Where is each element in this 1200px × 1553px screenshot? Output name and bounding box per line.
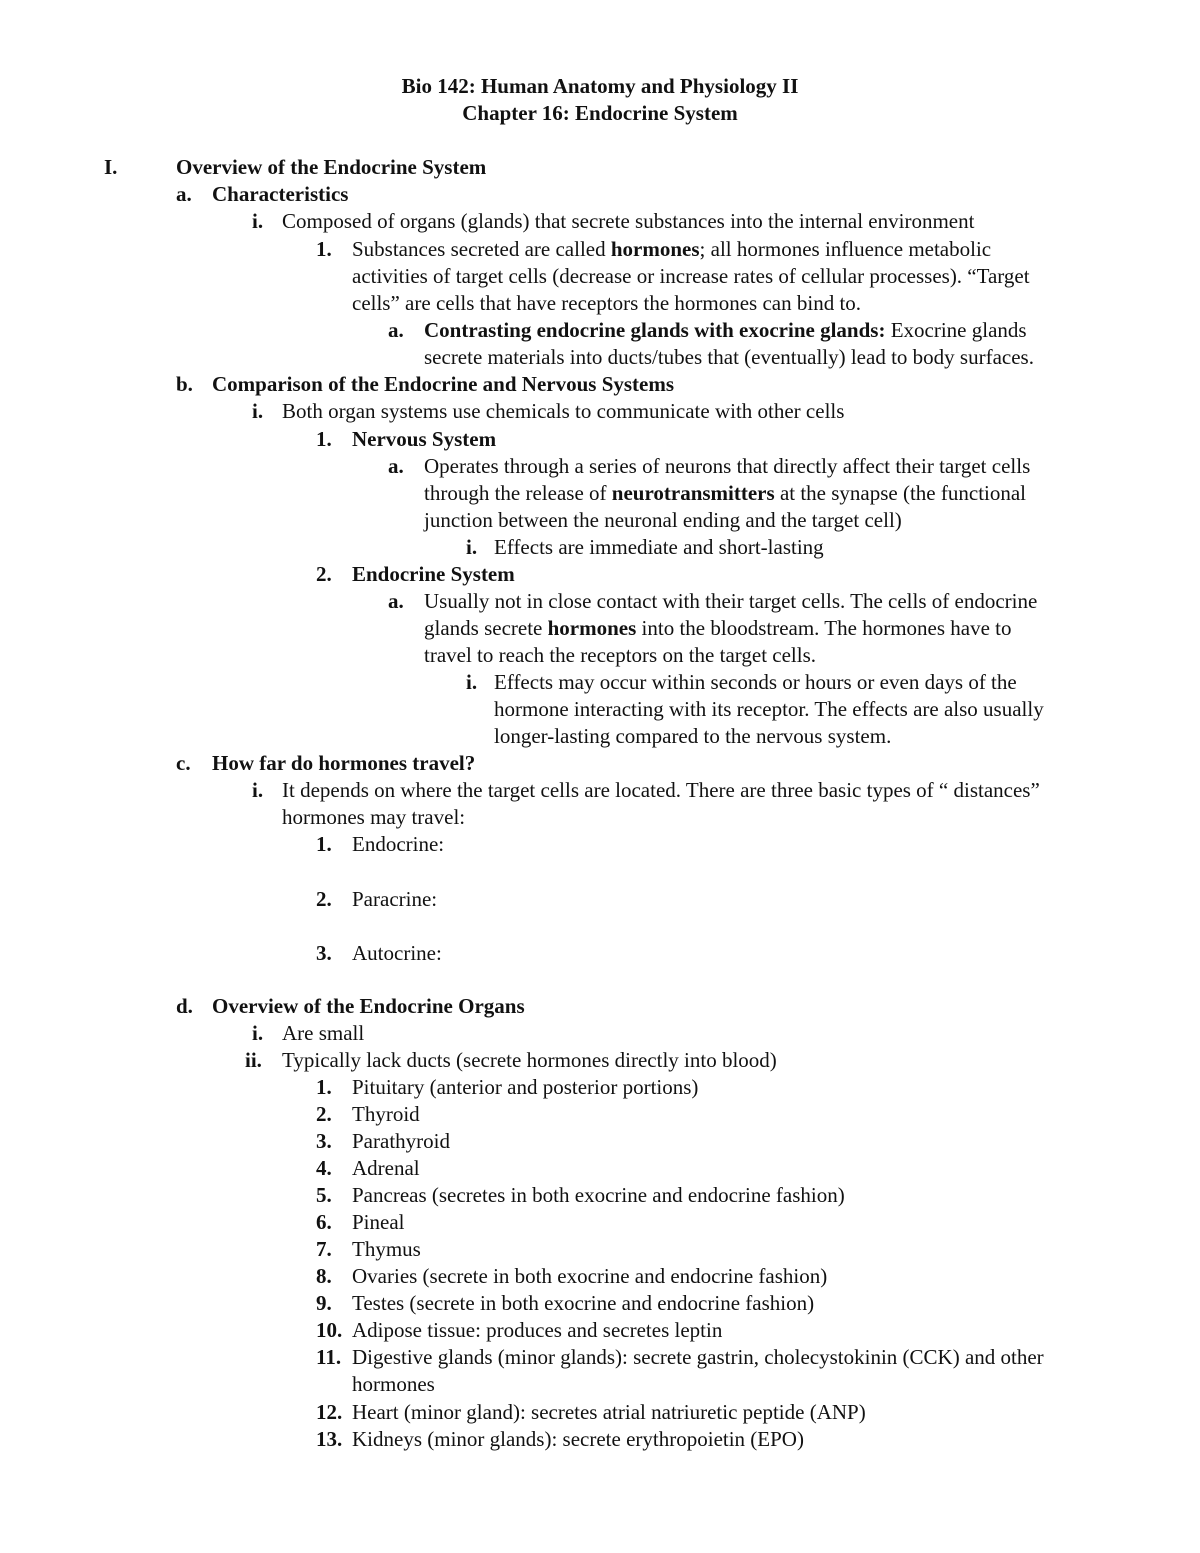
outline-label: i. xyxy=(252,209,264,233)
chapter-title: Chapter 16: Endocrine System xyxy=(462,101,738,125)
list-item-text: Adrenal xyxy=(352,1156,420,1180)
outline-label: a. xyxy=(388,454,404,478)
list-item-text: hormones xyxy=(352,1372,435,1396)
list-item-text: Typically lack ducts (secrete hormones directly into blood) xyxy=(282,1048,777,1072)
list-item-text: Parathyroid xyxy=(352,1129,450,1153)
outline-label: d. xyxy=(176,994,193,1018)
outline-label: 2. xyxy=(316,887,332,911)
list-item-text: Testes (secrete in both exocrine and endocrine fashion) xyxy=(352,1291,815,1315)
list-item-text: hormones may travel: xyxy=(282,805,466,829)
list-item-text: Pineal xyxy=(352,1210,405,1234)
outline-label: 9. xyxy=(316,1291,332,1315)
term-hormones: hormones xyxy=(547,616,637,640)
list-item-text: Are small xyxy=(282,1021,365,1045)
outline-label: ii. xyxy=(245,1048,262,1072)
list-item-text: It depends on where the target cells are located. There are three basic types of “ distances” xyxy=(282,778,1040,802)
outline-label: i. xyxy=(466,670,478,694)
outline-label: 8. xyxy=(316,1264,332,1288)
outline-label: i. xyxy=(466,535,478,559)
subsection-heading: Endocrine System xyxy=(352,562,515,586)
outline-label: b. xyxy=(176,372,193,396)
list-item-text: secrete materials into ducts/tubes that (eventually) lead to body surfaces. xyxy=(424,345,1034,369)
list-item-text: through the release of neurotransmitters at the synapse (the functional xyxy=(424,481,1027,505)
term-hormones: hormones xyxy=(610,237,700,261)
list-item-text: cells” are cells that have receptors the hormones can bind to. xyxy=(352,291,862,315)
term-neurotransmitters: neurotransmitters xyxy=(611,481,775,505)
subsection-heading: Characteristics xyxy=(212,182,349,206)
outline-label: 3. xyxy=(316,1129,332,1153)
list-item-text: Both organ systems use chemicals to communicate with other cells xyxy=(282,399,845,423)
outline-label: 6. xyxy=(316,1210,332,1234)
course-title: Bio 142: Human Anatomy and Physiology II xyxy=(401,74,799,98)
outline-label: 3. xyxy=(316,941,332,965)
outline-label: 10. xyxy=(316,1318,343,1342)
list-item-text: Heart (minor gland): secretes atrial natriuretic peptide (ANP) xyxy=(352,1400,866,1424)
outline-label: i. xyxy=(252,778,264,802)
outline-label: 2. xyxy=(316,562,332,586)
list-item-text: Paracrine: xyxy=(352,887,438,911)
outline-label: 12. xyxy=(316,1400,343,1424)
list-item-text: longer-lasting compared to the nervous system. xyxy=(494,724,892,748)
outline-label: a. xyxy=(176,182,192,206)
list-item-text: Pancreas (secretes in both exocrine and endocrine fashion) xyxy=(352,1183,845,1207)
subsection-heading: Overview of the Endocrine Organs xyxy=(212,994,525,1018)
list-item-text: Thyroid xyxy=(352,1102,420,1126)
outline-label: 4. xyxy=(316,1156,332,1180)
list-item-text: junction between the neuronal ending and the target cell) xyxy=(424,508,902,532)
outline-label: 1. xyxy=(316,237,332,261)
list-item-text: Usually not in close contact with their target cells. The cells of endocrine xyxy=(424,589,1038,613)
list-item-text: Kidneys (minor glands): secrete erythropoietin (EPO) xyxy=(352,1427,804,1451)
outline-label: 1. xyxy=(316,832,332,856)
subsection-heading: Comparison of the Endocrine and Nervous Systems xyxy=(212,372,675,396)
list-item-text: Operates through a series of neurons that directly affect their target cells xyxy=(424,454,1031,478)
subsection-heading: Nervous System xyxy=(352,427,497,451)
list-item-text: Digestive glands (minor glands): secrete gastrin, cholecystokinin (CCK) and other xyxy=(352,1345,1044,1369)
list-item-text: hormone interacting with its receptor. The effects are also usually xyxy=(494,697,1044,721)
list-item-text: Ovaries (secrete in both exocrine and endocrine fashion) xyxy=(352,1264,828,1288)
list-item-text: Adipose tissue: produces and secretes leptin xyxy=(352,1318,723,1342)
list-item-text: Composed of organs (glands) that secrete substances into the internal environment xyxy=(282,209,975,233)
list-item-text: activities of target cells (decrease or increase rates of cellular processes). “Target xyxy=(352,264,1030,288)
outline-label: 1. xyxy=(316,427,332,451)
list-item-text: Contrasting endocrine glands with exocrine glands: Exocrine glands xyxy=(424,318,1027,342)
list-item-text: Autocrine: xyxy=(352,941,442,965)
list-item-text: Endocrine: xyxy=(352,832,445,856)
list-item-text: Substances secreted are called hormones; all hormones influence metabolic xyxy=(352,237,992,261)
list-item-text: Pituitary (anterior and posterior portions) xyxy=(352,1075,699,1099)
subsection-heading: How far do hormones travel? xyxy=(212,751,476,775)
list-item-text: glands secrete hormones into the bloodstream. The hormones have to xyxy=(424,616,1012,640)
outline-label: a. xyxy=(388,318,404,342)
outline-label: i. xyxy=(252,399,264,423)
list-item-text: Effects may occur within seconds or hours or even days of the xyxy=(494,670,1017,694)
outline-label: 5. xyxy=(316,1183,332,1207)
outline-label: 13. xyxy=(316,1427,343,1451)
outline-label: c. xyxy=(176,751,191,775)
section-heading: Overview of the Endocrine System xyxy=(176,155,487,179)
outline-label: 11. xyxy=(316,1345,342,1369)
list-item-text: Thymus xyxy=(352,1237,421,1261)
outline-label: i. xyxy=(252,1021,264,1045)
outline-label: I. xyxy=(104,155,118,179)
outline-label: 1. xyxy=(316,1075,332,1099)
list-item-text: travel to reach the receptors on the target cells. xyxy=(424,643,817,667)
list-item-text: Effects are immediate and short-lasting xyxy=(494,535,824,559)
outline-label: 7. xyxy=(316,1237,332,1261)
outline-label: 2. xyxy=(316,1102,332,1126)
outline-label: a. xyxy=(388,589,404,613)
